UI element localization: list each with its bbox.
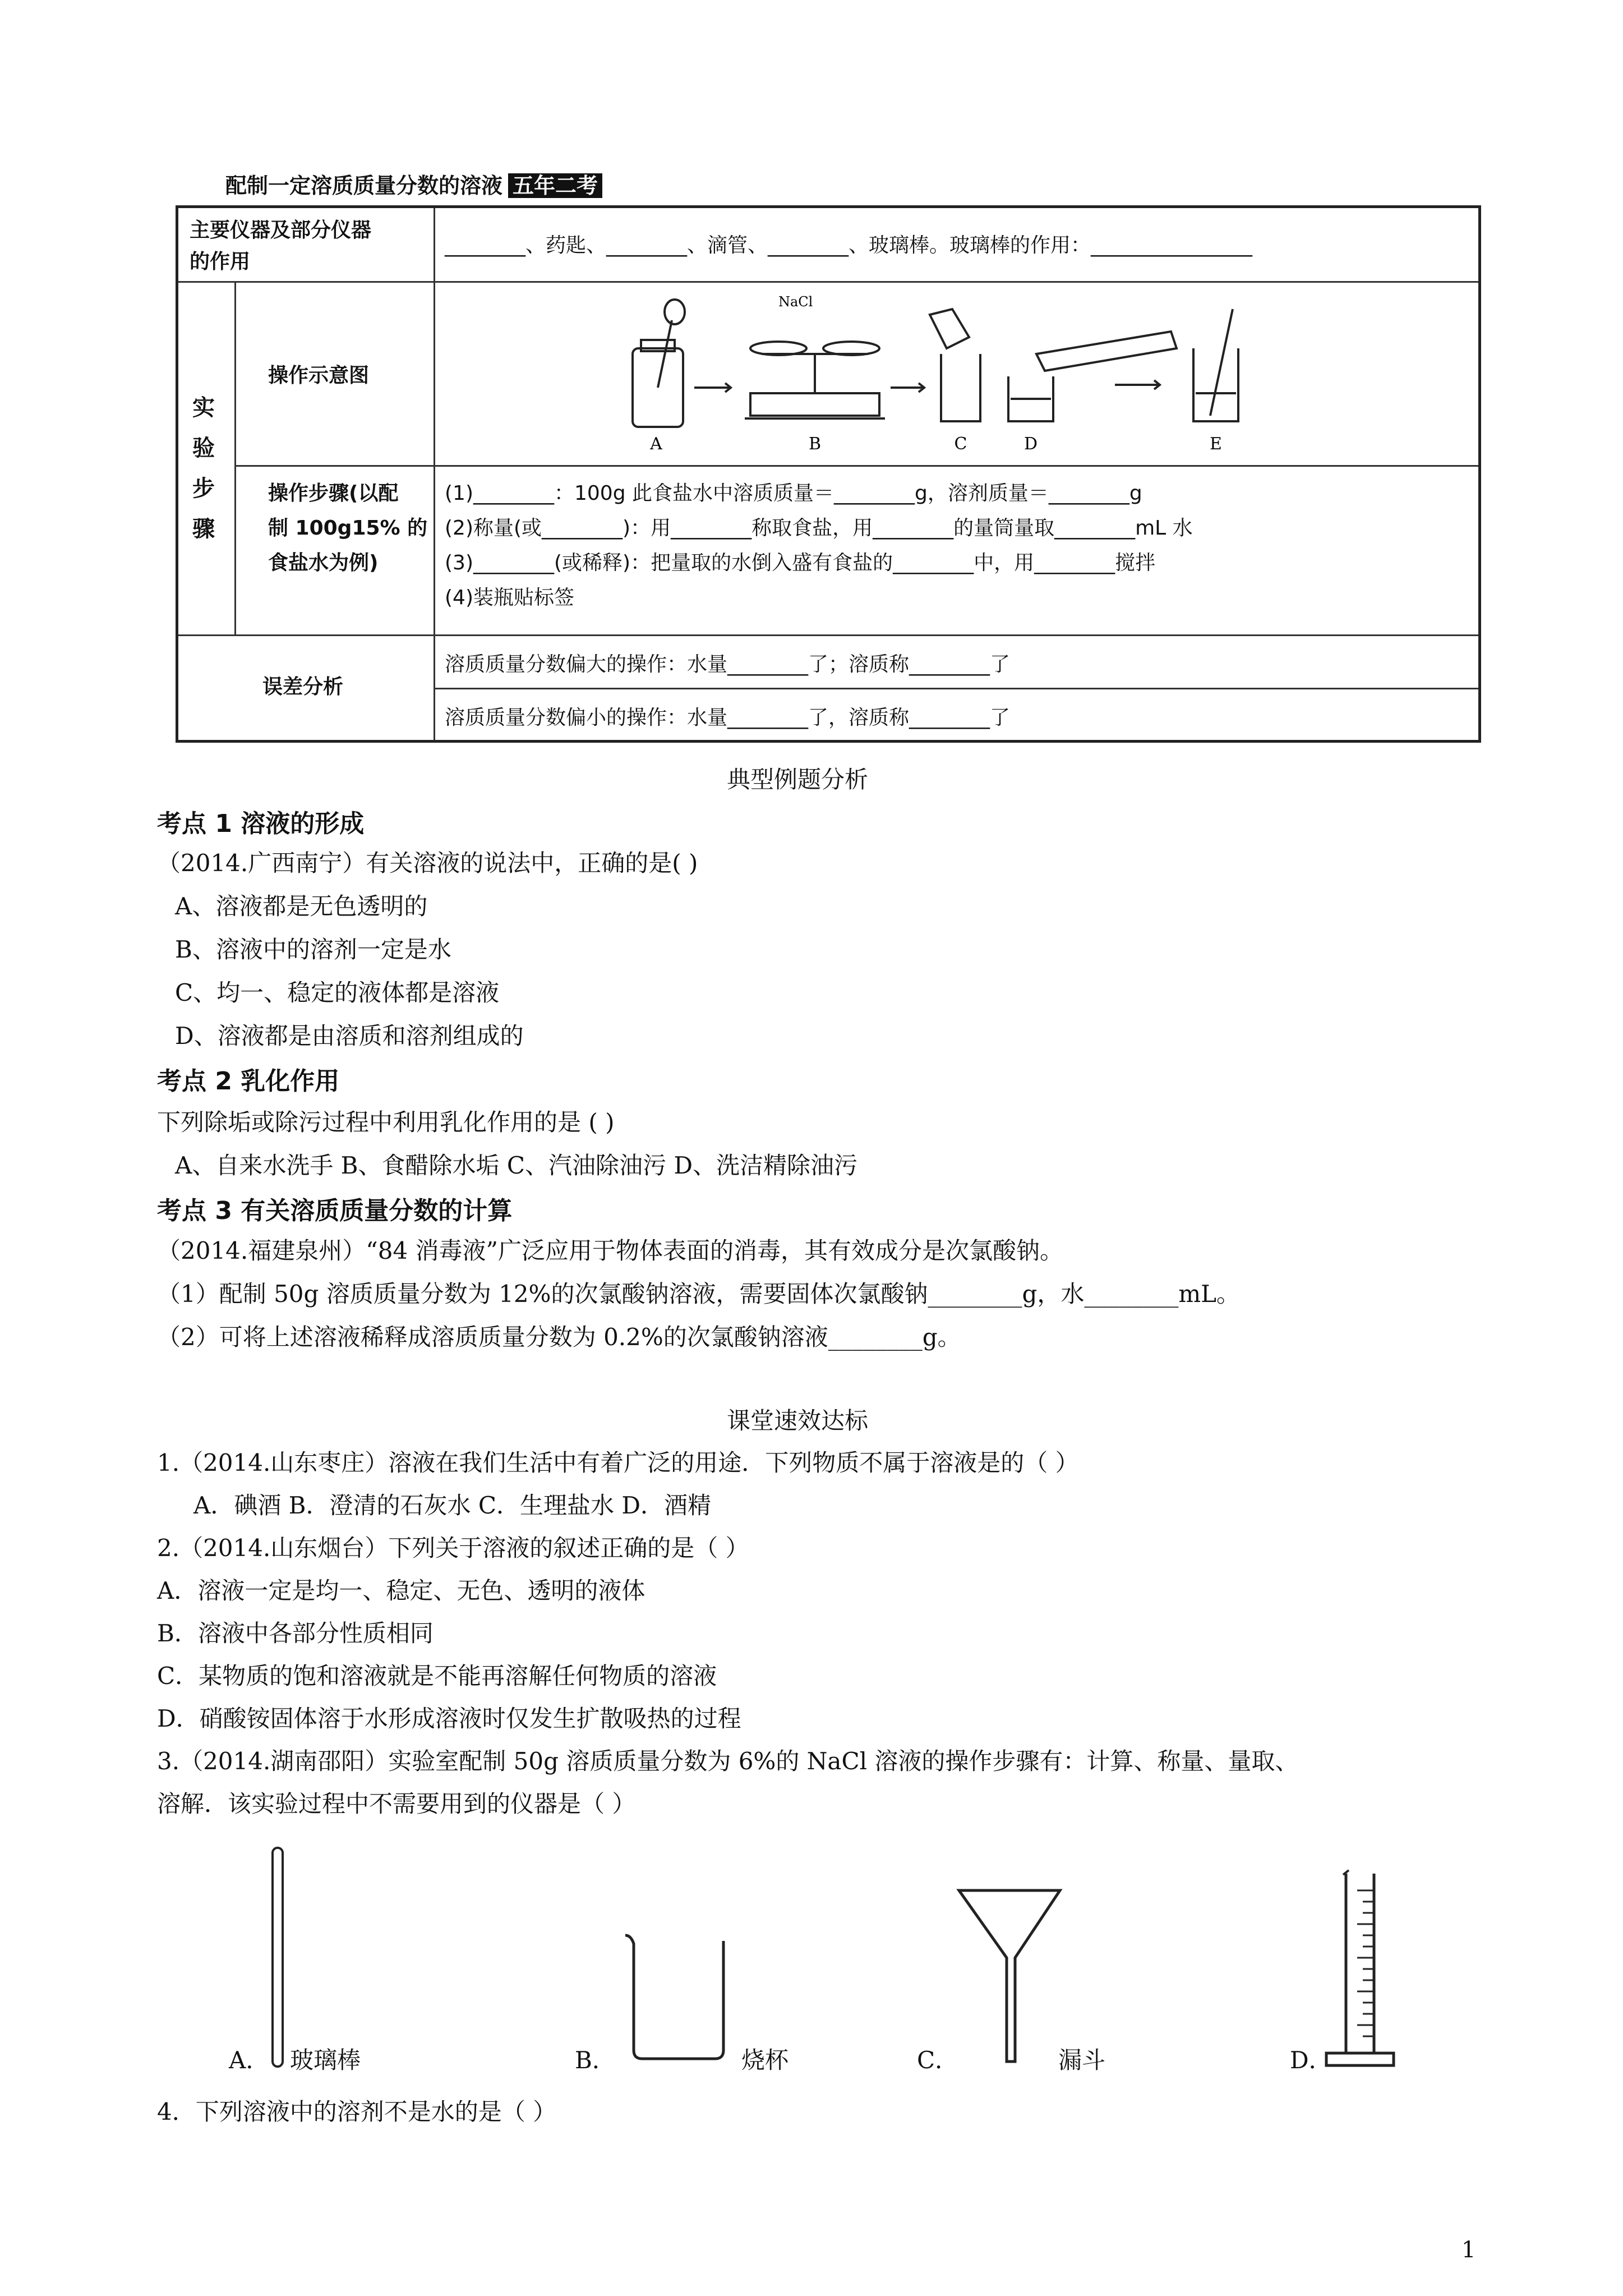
row-steps-header: 操作步骤(以配 制 100g15% 的 食盐水为例): [268, 482, 428, 574]
step-4: (4)装瓶贴标签: [445, 586, 574, 609]
topic-1-title: 考点 1 溶液的形成: [157, 809, 365, 838]
page-number: 1: [1461, 2237, 1476, 2263]
topic-2-title: 考点 2 乳化作用: [157, 1067, 340, 1096]
glass-rod-figure: [269, 1846, 286, 2070]
question-2-option: C．某物质的饱和溶液就是不能再溶解任何物质的溶液: [157, 1662, 717, 1690]
question-3-line-1: 3.（2014.湖南邵阳）实验室配制 50g 溶质质量分数为 6%的 NaCl 溶液的操作步骤有：计算、称量、量取、: [157, 1747, 1299, 1775]
steps-list: [445, 476, 1193, 615]
option-d-label: D．: [1290, 2046, 1332, 2074]
table-rule: [178, 634, 1478, 636]
diagram-label: A: [650, 434, 662, 454]
table-rule: [234, 281, 236, 634]
topic-2-question: 下列除垢或除污过程中利用乳化作用的是 ( ): [157, 1108, 615, 1136]
operation-diagram: [610, 287, 1339, 461]
topic-2-options: A、自来水洗手 B、食醋除水垢 C、汽油除油污 D、洗洁精除油污: [175, 1152, 858, 1179]
question-1: 1.（2014.山东枣庄）溶液在我们生活中有着广泛的用途．下列物质不属于溶液是的（ ）: [157, 1449, 1079, 1476]
diagram-label: E: [1210, 434, 1222, 454]
topic-1-question: （2014.广西南宁）有关溶液的说法中，正确的是( ): [157, 849, 698, 877]
table-rule: [178, 281, 1478, 283]
topic-1-option: A、溶液都是无色透明的: [175, 892, 428, 920]
table-rule: [434, 208, 435, 740]
diagram-label: D: [1023, 434, 1038, 454]
option-a-name: 玻璃棒: [290, 2046, 361, 2074]
question-4: 4．下列溶液中的溶剂不是水的是（ ）: [157, 2098, 557, 2125]
topic-1-option: B、溶液中的溶剂一定是水: [175, 936, 451, 963]
question-3-line-2: 溶解．该实验过程中不需要用到的仪器是（ ）: [157, 1790, 636, 1818]
topic-1-option: D、溶液都是由溶质和溶剂组成的: [175, 1022, 524, 1050]
topic-3-part-1: （1）配制 50g 溶质质量分数为 12%的次氯酸钠溶液，需要固体次氯酸钠________g，水________mL。: [157, 1280, 1241, 1308]
section-heading-examples: 典型例题分析: [727, 766, 869, 793]
topic-3-part-2: （2）可将上述溶液稀释成溶质质量分数为 0.2%的次氯酸钠溶液________g。: [157, 1323, 961, 1351]
diagram-label: C: [954, 434, 967, 454]
table-title-text: 配制一定溶质质量分数的溶液: [225, 173, 503, 198]
diagram-label: B: [808, 434, 822, 454]
step-3: (3)________(或稀释)：把量取的水倒入盛有食盐的________中，用________搅拌: [445, 551, 1156, 574]
table-title-tag: 五年二考: [508, 173, 602, 198]
topic-3-question: （2014.福建泉州）“84 消毒液”广泛应用于物体表面的消毒，其有效成分是次氯酸钠。: [157, 1237, 1063, 1264]
error-small: 溶质质量分数偏小的操作：水量________了，溶质称________了: [445, 706, 1011, 729]
diagram-nacl-label: NaCl: [778, 294, 813, 310]
summary-table: [176, 205, 1481, 743]
option-b-name: 烧杯: [741, 2046, 789, 2074]
question-2-option: B．溶液中各部分性质相同: [157, 1619, 434, 1647]
table-rule: [434, 688, 1478, 689]
step-2: (2)称量(或________)：用________称取食盐，用________的量筒量取________mL 水: [445, 517, 1193, 540]
graduated-cylinder-figure: [1324, 1868, 1396, 2070]
row-instruments-header: 主要仪器及部分仪器 的作用: [190, 219, 372, 273]
section-heading-practice: 课堂速效达标: [727, 1407, 869, 1434]
question-1-options: A．碘酒 B．澄清的石灰水 C．生理盐水 D．酒精: [193, 1492, 712, 1519]
funnel-figure: [953, 1885, 1066, 2064]
row-error-header: 误差分析: [262, 675, 344, 698]
topic-3-title: 考点 3 有关溶质质量分数的计算: [157, 1197, 513, 1225]
table-title: [225, 168, 602, 199]
option-c-label: C．: [917, 2046, 959, 2074]
question-2-option: D．硝酸铵固体溶于水形成溶液时仅发生扩散吸热的过程: [157, 1705, 741, 1732]
row-diagram-header: 操作示意图: [268, 364, 370, 387]
row-instruments-content: ________、药匙、________、滴管、________、玻璃棒。玻璃棒的作用：________________: [445, 234, 1253, 257]
option-c-name: 漏斗: [1058, 2046, 1106, 2074]
option-a-label: A．: [229, 2046, 270, 2074]
error-large: 溶质质量分数偏大的操作：水量________了；溶质称________了: [445, 653, 1011, 676]
question-2: 2.（2014.山东烟台）下列关于溶液的叙述正确的是（ ）: [157, 1534, 749, 1562]
question-2-option: A．溶液一定是均一、稳定、无色、透明的液体: [157, 1577, 645, 1604]
experiment-steps-label: 实 验 步 骤: [192, 395, 215, 542]
beaker-figure: [623, 1930, 735, 2064]
option-b-label: B．: [575, 2046, 616, 2074]
topic-1-option: C、均一、稳定的液体都是溶液: [175, 979, 500, 1006]
table-rule: [234, 465, 1478, 467]
step-1: (1)________：100g 此食盐水中溶质质量＝________g，溶剂质量＝________g: [445, 482, 1142, 505]
